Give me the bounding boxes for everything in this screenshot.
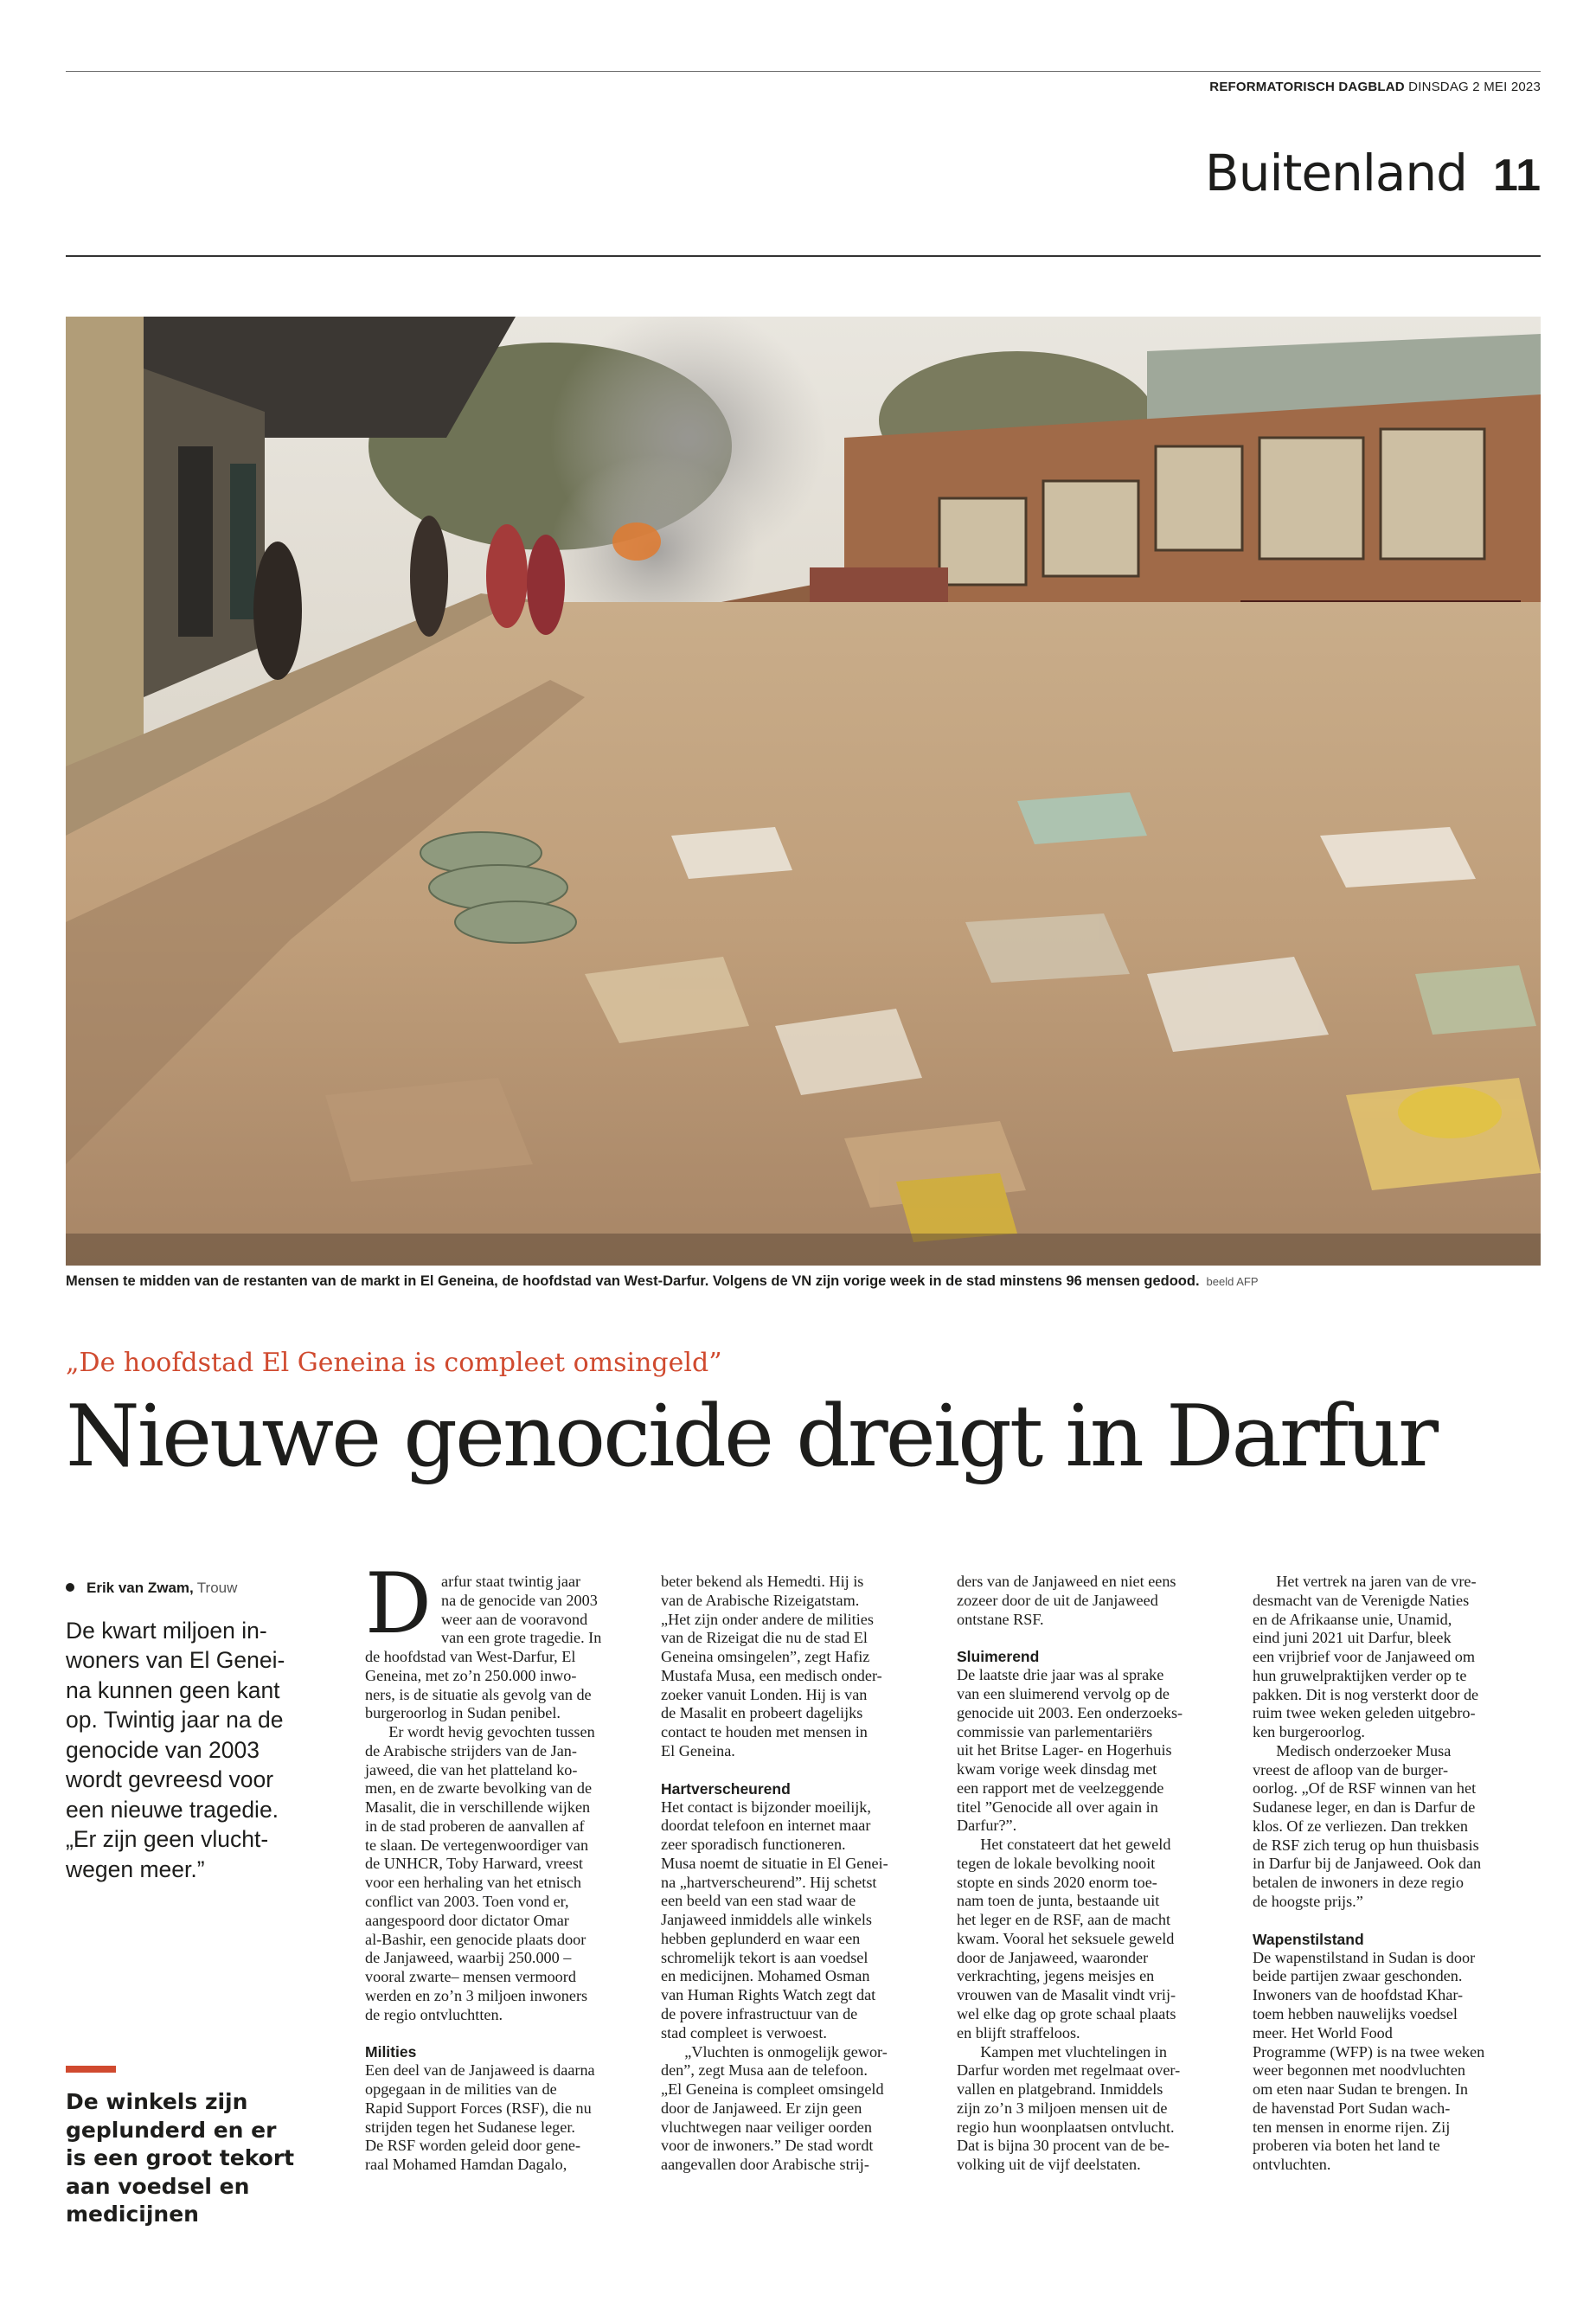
- body-line: hebben geplunderd en waar een: [661, 1929, 861, 1947]
- body-line: hun gruwelpraktijken verder op te: [1253, 1666, 1467, 1684]
- pullquote-line: is een groot tekort: [66, 2145, 295, 2170]
- body-line: en de Afrikaanse unie, Unamid,: [1253, 1610, 1452, 1628]
- subheading: Milities: [365, 2043, 417, 2061]
- body-line: desmacht van de Verenigde Naties: [1253, 1591, 1470, 1609]
- intro-line: een nieuwe tragedie.: [66, 1796, 279, 1823]
- drop-cap: D: [365, 1555, 432, 1652]
- body-line: eind juni 2021 uit Darfur, bleek: [1253, 1629, 1452, 1647]
- body-line: doordat telefoon en internet maar: [661, 1817, 871, 1835]
- newspaper-name: REFORMATORISCH DAGBLAD: [1209, 80, 1405, 94]
- body-line: Darfur?”.: [957, 1817, 1017, 1835]
- body-line: na de genocide van 2003: [441, 1591, 598, 1609]
- body-line: jaweed, die van het platteland ko-: [365, 1760, 578, 1779]
- body-line: beter bekend als Hemedti. Hij is: [661, 1573, 864, 1590]
- body-line: De RSF worden geleid door gene-: [365, 2137, 581, 2155]
- body-line: betalen de inwoners in deze regio: [1253, 1874, 1464, 1892]
- paragraph-gap: [661, 1761, 936, 1780]
- body-line: door de Janjaweed, waaronder: [957, 1948, 1149, 1966]
- body-line: de regio ontvluchtten.: [365, 2005, 503, 2023]
- subheading: Sluimerend: [957, 1648, 1040, 1666]
- article-column-1: [365, 1573, 640, 2175]
- pullquote-line: aan voedsel en: [66, 2173, 250, 2199]
- body-line: werden en zo’n 3 miljoen inwoners: [365, 1986, 588, 2004]
- body-line: weer aan de vooravond: [441, 1610, 588, 1628]
- body-line: voor de inwoners.” De stad wordt: [661, 2137, 874, 2155]
- body-line: Janjaweed inmiddels alle winkels: [661, 1911, 872, 1929]
- body-line: de Masalit en probeert dagelijks: [661, 1704, 863, 1722]
- body-line: vreest de afloop van de burger-: [1253, 1760, 1449, 1779]
- body-line: om eten naar Sudan te brengen. In: [1253, 2080, 1468, 2099]
- body-line: verkrachting, jegens meisjes en: [957, 1967, 1155, 1985]
- body-line: Het vertrek na jaren van de vre-: [1253, 1573, 1477, 1590]
- body-line: toem hebben nauwelijks voedsel: [1253, 2005, 1458, 2022]
- section-header: [1205, 144, 1541, 202]
- body-line: burgeroorlog in Sudan penibel.: [365, 1704, 561, 1722]
- author-organisation: Trouw: [196, 1580, 238, 1596]
- body-line: Het constateert dat het geweld: [957, 1836, 1171, 1854]
- body-line: meer. Het World Food: [1253, 2023, 1393, 2041]
- body-line: Dat is bijna 30 procent van de be-: [957, 2137, 1170, 2155]
- body-line: beide partijen zwaar geschonden.: [1253, 1967, 1463, 1985]
- body-line: vluchtwegen naar veiliger oorden: [661, 2118, 872, 2136]
- body-line: oorlog. „Of de RSF winnen van het: [1253, 1779, 1477, 1798]
- article-headline: Nieuwe genocide dreigt in Darfur: [66, 1388, 1437, 1486]
- body-line: zijn zo’n 3 miljoen mensen uit de: [957, 2099, 1168, 2117]
- body-line: Musa noemt de situatie in El Genei-: [661, 1854, 888, 1872]
- photo-credit: beeld AFP: [1206, 1275, 1259, 1288]
- page-number: 11: [1493, 151, 1541, 201]
- subheading: Wapenstilstand: [1253, 1930, 1364, 1948]
- body-line: conflict van 2003. Toen vond er,: [365, 1893, 569, 1911]
- news-photo: [66, 317, 1541, 1266]
- body-line: de RSF zich terug op hun thuisbasis: [1253, 1836, 1479, 1854]
- body-line: de hoofdstad van West-Darfur, El: [365, 1648, 576, 1666]
- article-kicker: „De hoofdstad El Geneina is compleet omsingeld”: [66, 1348, 722, 1378]
- author-name: Erik van Zwam,: [87, 1580, 194, 1596]
- body-line: strijden tegen het Sudanese leger.: [365, 2118, 575, 2136]
- body-line: zozeer door de uit de Janjaweed: [957, 1591, 1158, 1609]
- pullquote: [66, 2088, 317, 2229]
- pullquote-line: De winkels zijn: [66, 2089, 248, 2114]
- body-line: vooral zwarte– mensen vermoord: [365, 1968, 576, 1986]
- body-line: Kampen met vluchtelingen in: [957, 2042, 1167, 2061]
- body-line: proberen via boten het land te: [1253, 2137, 1440, 2155]
- body-line: ten mensen in enorme rijen. Zij: [1253, 2118, 1451, 2136]
- intro-line: op. Twintig jaar na de: [66, 1707, 284, 1734]
- body-line: ners, is de situatie als gevolg van de: [365, 1685, 592, 1703]
- body-line: aangespoord door dictator Omar: [365, 1911, 569, 1929]
- body-line: ders van de Janjaweed en niet eens: [957, 1573, 1176, 1590]
- body-line: door de Janjaweed. Er zijn geen: [661, 2099, 862, 2117]
- body-line: in Darfur bij de Janjaweed. Ook dan: [1253, 1855, 1482, 1873]
- article-column-2: [661, 1573, 936, 2175]
- body-line: kwam vorige week dinsdag met: [957, 1760, 1157, 1779]
- body-line: Sudanese leger, en dan is Darfur de: [1253, 1798, 1476, 1817]
- body-line: te slaan. De vertegenwoordiger van: [365, 1836, 589, 1854]
- byline: [66, 1580, 237, 1597]
- body-line: uit het Britse Lager- en Hogerhuis: [957, 1741, 1172, 1759]
- body-line: Geneina omsingelen”, zegt Hafiz: [661, 1648, 870, 1666]
- body-line: het leger en de RSF, aan de macht: [957, 1911, 1171, 1929]
- body-line: kwam. Vooral het seksuele geweld: [957, 1929, 1175, 1947]
- body-line: en blijft straffeloos.: [957, 2023, 1080, 2041]
- body-line: stopte en sinds 2020 enorm toe-: [957, 1873, 1157, 1891]
- body-line: ontvluchten.: [1253, 2156, 1331, 2174]
- body-line: van de Rizeigat die nu de stad El: [661, 1629, 868, 1647]
- paragraph-gap: [957, 1629, 1232, 1648]
- pullquote-line: medicijnen: [66, 2202, 199, 2227]
- body-line: Medisch onderzoeker Musa: [1253, 1741, 1452, 1759]
- body-line: tegen de lokale bevolking nooit: [957, 1854, 1156, 1872]
- bullet-icon: [66, 1583, 74, 1592]
- photo-caption: [66, 1273, 1541, 1290]
- body-line: Een deel van de Janjaweed is daarna: [365, 2061, 595, 2080]
- section-rule: [66, 255, 1541, 257]
- body-line: „El Geneina is compleet omsingeld: [661, 2080, 884, 2099]
- body-line: arfur staat twintig jaar: [441, 1573, 581, 1590]
- body-line: Geneina, met zo’n 250.000 inwo-: [365, 1666, 577, 1684]
- body-line: „Het zijn onder andere de milities: [661, 1610, 874, 1628]
- body-line: wel elke dag op grote schaal plaats: [957, 2005, 1176, 2022]
- body-line: opgegaan in de milities van de: [365, 2080, 557, 2099]
- body-line: den”, zegt Musa aan de telefoon.: [661, 2061, 868, 2080]
- body-line: een beeld van een stad waar de: [661, 1892, 856, 1910]
- body-line: El Geneina.: [661, 1741, 735, 1759]
- body-line: Inwoners van de hoofdstad Khar-: [1253, 1986, 1464, 2004]
- body-line: een rapport met de veelzeggende: [957, 1779, 1164, 1797]
- body-line: De laatste drie jaar was al sprake: [957, 1666, 1164, 1684]
- body-line: voor een herhaling van het etnisch: [365, 1874, 581, 1892]
- intro-line: wegen meer.”: [66, 1856, 205, 1882]
- body-line: de hoogste prijs.”: [1253, 1893, 1363, 1911]
- section-name: Buitenland: [1204, 144, 1468, 202]
- paragraph-gap: [365, 2024, 640, 2043]
- body-line: na „hartverscheurend”. Hij schetst: [661, 1873, 877, 1891]
- body-line: regio hun woonplaatsen ontvlucht.: [957, 2118, 1175, 2136]
- body-line: vrouwen van de Masalit vindt vrij-: [957, 1986, 1176, 2004]
- body-line: van Human Rights Watch zegt dat: [661, 1986, 876, 2004]
- intro-line: De kwart miljoen in-: [66, 1618, 267, 1644]
- body-line: genocide uit 2003. Een onderzoeks-: [957, 1703, 1183, 1721]
- subheading: Hartverscheurend: [661, 1779, 791, 1798]
- issue-date: DINSDAG 2 MEI 2023: [1408, 80, 1541, 94]
- body-line: nam toen de junta, bestaande uit: [957, 1892, 1160, 1910]
- intro-line: wordt gevreesd voor: [66, 1766, 274, 1793]
- masthead: [1209, 80, 1541, 94]
- pullquote-line: geplunderd en er: [66, 2117, 277, 2143]
- body-line: Programme (WFP) is na twee weken: [1253, 2042, 1485, 2061]
- body-line: raal Mohamed Hamdan Dagalo,: [365, 2156, 567, 2174]
- body-line: aangevallen door Arabische strij-: [661, 2156, 869, 2174]
- article-column-4: [1253, 1573, 1528, 2175]
- body-line: contact te houden met mensen in: [661, 1723, 868, 1741]
- pullquote-accent-bar: [66, 2066, 116, 2073]
- body-line: Het contact is bijzonder moeilijk,: [661, 1798, 871, 1816]
- body-line: De wapenstilstand in Sudan is door: [1253, 1948, 1476, 1966]
- top-rule: [66, 71, 1541, 72]
- body-line: Rapid Support Forces (RSF), die nu: [365, 2099, 592, 2117]
- article-intro: [66, 1616, 317, 1884]
- body-line: een vrijbrief voor de Janjaweed om: [1253, 1648, 1476, 1666]
- body-line: klos. Of ze verliezen. Dan trekken: [1253, 1817, 1468, 1835]
- body-line: en medicijnen. Mohamed Osman: [661, 1967, 870, 1985]
- body-line: ontstane RSF.: [957, 1610, 1044, 1628]
- market-ruins-image: [66, 317, 1541, 1266]
- body-line: titel ”Genocide all over again in: [957, 1798, 1158, 1816]
- paragraph-gap: [1253, 1912, 1528, 1931]
- body-line: Mustafa Musa, een medisch onder-: [661, 1666, 882, 1684]
- body-line: in de stad proberen de aanvallen af: [365, 1817, 585, 1835]
- body-line: van een sluimerend vervolg op de: [957, 1684, 1170, 1702]
- body-line: al-Bashir, een genocide plaats door: [365, 1930, 586, 1948]
- body-line: Er wordt hevig gevochten tussen: [365, 1723, 595, 1741]
- body-line: de Arabische strijders van de Jan-: [365, 1741, 577, 1759]
- body-line: volking uit de vijf deelstaten.: [957, 2156, 1141, 2174]
- intro-line: na kunnen geen kant: [66, 1676, 280, 1703]
- body-line: zeer sporadisch functioneren.: [661, 1836, 846, 1854]
- article-column-3: [957, 1573, 1232, 2175]
- body-line: van de Arabische Rizeigatstam.: [661, 1591, 860, 1609]
- body-line: men, en de zwarte bevolking van de: [365, 1779, 593, 1798]
- body-line: „Vluchten is onmogelijk gewor-: [661, 2042, 888, 2061]
- body-line: commissie van parlementariërs: [957, 1722, 1153, 1740]
- body-line: pakken. Dit is nog versterkt door de: [1253, 1685, 1479, 1703]
- intro-line: woners van El Genei-: [66, 1647, 285, 1674]
- body-line: Darfur worden met regelmaat over-: [957, 2061, 1181, 2080]
- body-line: de Janjaweed, waarbij 250.000 –: [365, 1949, 572, 1967]
- body-line: zoeker vanuit Londen. Hij is van: [661, 1685, 868, 1703]
- body-line: weer begonnen met noodvluchten: [1253, 2061, 1465, 2080]
- intro-line: genocide van 2003: [66, 1736, 260, 1763]
- body-line: vallen en platgebrand. Inmiddels: [957, 2080, 1163, 2099]
- caption-text: Mensen te midden van de restanten van de markt in El Geneina, de hoofdstad van West-Darfur. Volgens de VN zijn vorige week in de stad minstens 96 mensen gedood.: [66, 1273, 1200, 1289]
- body-line: de povere infrastructuur van de: [661, 2005, 858, 2022]
- intro-line: „Er zijn geen vlucht-: [66, 1826, 269, 1853]
- body-line: de havenstad Port Sudan wach-: [1253, 2099, 1451, 2117]
- body-line: schromelijk tekort is aan voedsel: [661, 1948, 869, 1966]
- body-line: Masalit, die in verschillende wijken: [365, 1798, 591, 1817]
- body-line: de UNHCR, Toby Harward, vreest: [365, 1855, 583, 1873]
- body-line: stad compleet is verwoest.: [661, 2023, 827, 2041]
- body-line: ruim twee weken geleden uitgebro-: [1253, 1704, 1476, 1722]
- body-line: van een grote tragedie. In: [441, 1629, 602, 1647]
- body-line: ken burgeroorlog.: [1253, 1723, 1365, 1741]
